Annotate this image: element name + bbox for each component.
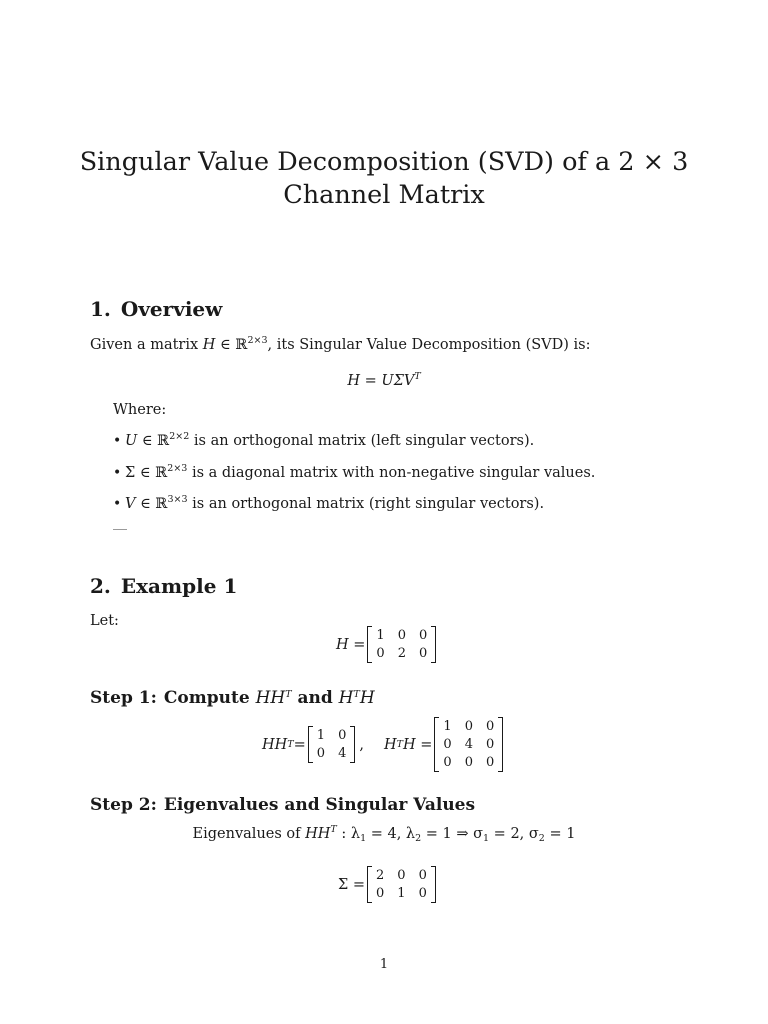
- matrix-H-equation: H = 1 0 0 0 2 0: [336, 626, 438, 663]
- matrix-H: 1 0 0 0 2 0: [367, 626, 436, 663]
- bullet-item: • U ∈ ℝ$^{2\times 2}$ is an orthogonal matrix (left singular vectors).: [113, 431, 535, 449]
- eigenvalues-line: Eigenvalues of $HH^T$ : $\lambda_1 = 4$, $\lambda_2 = 1$ ⇒ $\sigma_1 = 2$, $\sigma_2 = 1$: [192, 824, 576, 844]
- step2-heading: Step 2: Eigenvalues and Singular Values: [90, 795, 476, 815]
- svd-equation: $H = U\Sigma V^T$: [347, 371, 421, 389]
- matrix-HHT: 1 0 0 4: [308, 726, 356, 763]
- bullet-item: • Σ ∈ ℝ$^{2\times 3}$ is a diagonal matrix with non-negative singular values.: [113, 463, 596, 481]
- section-divider: [113, 529, 127, 530]
- page-number: 1: [379, 957, 389, 972]
- let-label: Let:: [90, 613, 119, 629]
- HHT-equation: HH T = 1 0 0 4 ,: [262, 728, 364, 761]
- page-title: Singular Value Decomposition (SVD) of a 2 × 3 Channel Matrix: [79, 147, 689, 210]
- section-heading-overview: 1. Overview: [90, 297, 223, 321]
- matrix-HTH: 1 0 0 0 4 0 0 0 0: [434, 717, 503, 772]
- section-heading-example: 2. Example 1: [90, 574, 238, 598]
- matrix-Sigma: 2 0 0 0 1 0: [367, 866, 436, 903]
- bullet-item: • V ∈ ℝ$^{3\times 3}$ is an orthogonal matrix (right singular vectors).: [113, 494, 545, 512]
- HTH-equation: H T H = 1 0 0 0 4 0 0 0 0: [384, 717, 505, 772]
- where-label: Where:: [113, 402, 167, 418]
- step1-heading: Step 1: Compute $HH^T$ and $H^TH$: [90, 688, 375, 708]
- sigma-equation: Σ = 2 0 0 0 1 0: [338, 866, 438, 903]
- overview-intro: Given a matrix H ∈ ℝ$^{2\times 3}$, its Singular Value Decomposition (SVD) is:: [90, 335, 591, 353]
